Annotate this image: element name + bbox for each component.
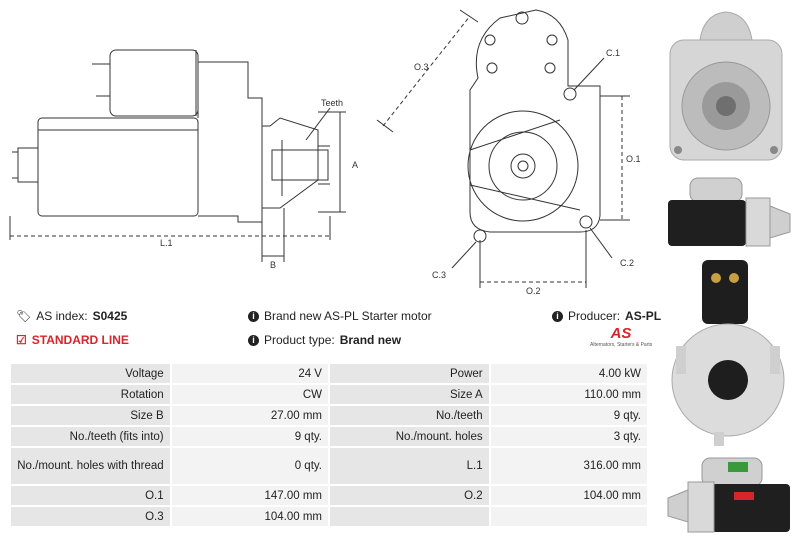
spec-value: CW — [172, 385, 328, 404]
spec-value — [491, 507, 647, 526]
table-row — [11, 406, 647, 425]
brand-new-info — [248, 309, 432, 323]
label-c1: C.1 — [606, 48, 621, 58]
product-type-label: Product type: — [264, 333, 335, 347]
front-view — [377, 10, 630, 288]
info-icon: i — [248, 335, 259, 346]
label-c2: C.2 — [620, 258, 635, 268]
spec-label: No./mount. holes — [330, 427, 489, 446]
spec-value: 27.00 mm — [172, 406, 328, 425]
label-l1: L.1 — [160, 238, 173, 248]
product-photo-rear — [664, 256, 794, 448]
spec-label: L.1 — [330, 448, 489, 484]
spec-value: 24 V — [172, 364, 328, 383]
table-row — [11, 364, 647, 383]
spec-label: O.1 — [11, 486, 170, 505]
label-a: A — [352, 160, 359, 170]
table-row — [11, 448, 647, 484]
spec-value: 110.00 mm — [491, 385, 647, 404]
spec-label: Voltage — [11, 364, 170, 383]
spec-label: No./teeth (fits into) — [11, 427, 170, 446]
standard-line — [16, 333, 129, 347]
producer-info — [552, 309, 661, 323]
spec-label: O.2 — [330, 486, 489, 505]
specs-table — [9, 362, 649, 528]
spec-value: 3 qty. — [491, 427, 647, 446]
technical-drawing — [0, 0, 660, 300]
table-row — [11, 385, 647, 404]
tag-icon: 🏷︎ — [16, 309, 32, 323]
spec-label: Size A — [330, 385, 489, 404]
product-photo-front — [660, 10, 792, 168]
spec-value: 4.00 kW — [491, 364, 647, 383]
as-index-value: S0425 — [92, 309, 128, 323]
spec-label: No./mount. holes with thread — [11, 448, 170, 484]
spec-value: 147.00 mm — [172, 486, 328, 505]
side-view — [10, 50, 346, 262]
logo-tagline: Alternators, Starters & Parts — [590, 342, 653, 348]
spec-label: Power — [330, 364, 489, 383]
checkbox-checked-icon: ☑ — [16, 333, 27, 347]
standard-line-label: STANDARD LINE — [31, 333, 129, 347]
product-photo-side-top — [660, 172, 796, 252]
label-o2: O.2 — [526, 286, 541, 296]
table-row — [11, 486, 647, 505]
label-c3: C.3 — [432, 270, 447, 280]
as-index-label: AS index: — [36, 309, 88, 323]
spec-value: 104.00 mm — [491, 486, 647, 505]
as-index — [16, 309, 127, 323]
logo-letters: AS — [610, 325, 632, 342]
table-row — [11, 507, 647, 526]
product-photo-side-bottom — [660, 452, 796, 538]
product-type-value: Brand new — [339, 333, 402, 347]
spec-value: 0 qty. — [172, 448, 328, 484]
spec-value: 316.00 mm — [491, 448, 647, 484]
brand-new-text: Brand new AS-PL Starter motor — [264, 309, 432, 323]
label-o1: O.1 — [626, 154, 641, 164]
as-pl-logo — [590, 326, 652, 348]
spec-label: No./teeth — [330, 406, 489, 425]
spec-label: O.3 — [11, 507, 170, 526]
label-b: B — [270, 260, 277, 270]
info-icon: i — [248, 311, 259, 322]
producer-value: AS-PL — [625, 309, 662, 323]
label-teeth: Teeth — [321, 98, 344, 108]
spec-value: 9 qty. — [491, 406, 647, 425]
label-o3: O.3 — [414, 62, 429, 72]
table-row — [11, 427, 647, 446]
spec-label: Rotation — [11, 385, 170, 404]
producer-label: Producer: — [568, 309, 621, 323]
product-type-info — [248, 333, 401, 347]
spec-value: 104.00 mm — [172, 507, 328, 526]
spec-label — [330, 507, 489, 526]
spec-label: Size B — [11, 406, 170, 425]
spec-value: 9 qty. — [172, 427, 328, 446]
info-icon: i — [552, 311, 563, 322]
